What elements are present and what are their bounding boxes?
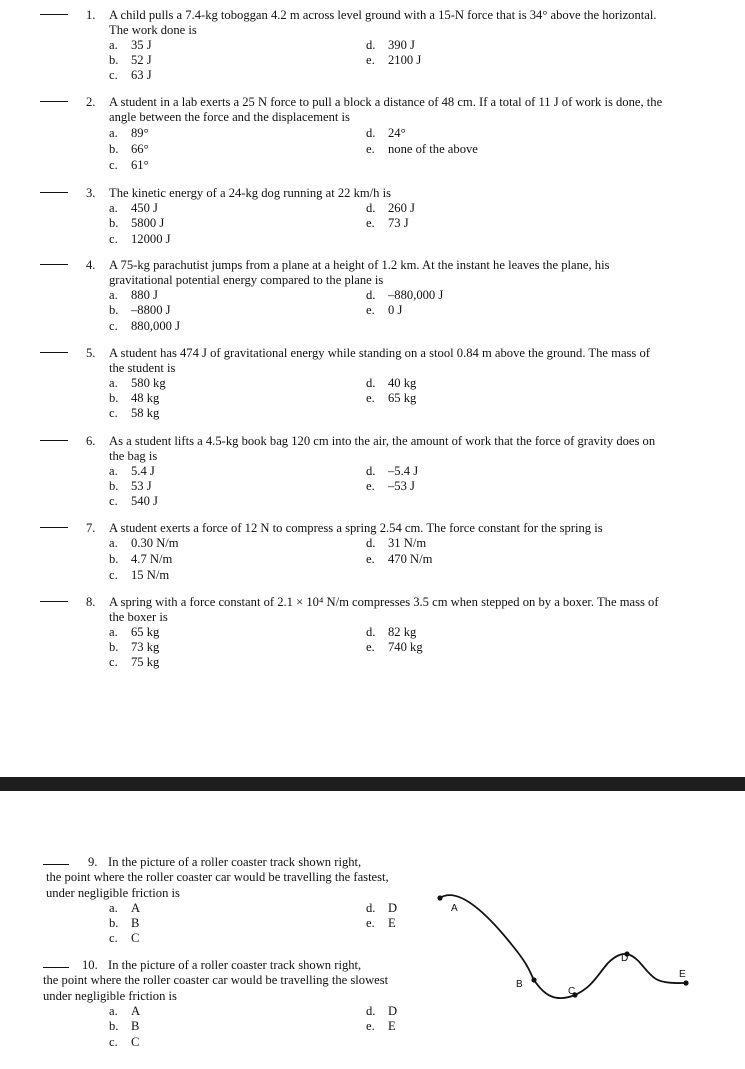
option-b[interactable]: b. 4.7 N/m — [109, 552, 173, 566]
option-b[interactable]: b. B — [109, 916, 140, 930]
option-a[interactable]: a. 0.30 N/m — [109, 536, 179, 550]
option-e[interactable]: e. 740 kg — [366, 640, 423, 654]
option-c[interactable]: c. 12000 J — [109, 232, 171, 246]
page-divider — [0, 777, 745, 791]
question-stem: A student exerts a force of 12 N to compress a spring 2.54 cm. The force constant for the spring is — [109, 521, 603, 535]
option-e[interactable]: e. 0 J — [366, 303, 403, 317]
question-stem-line-2: the point where the roller coaster car would be travelling the slowest — [43, 973, 389, 987]
option-d[interactable]: d. D — [366, 901, 398, 915]
track-label-c: C — [568, 986, 576, 997]
question-number: 4. — [86, 258, 96, 272]
option-c[interactable]: c. C — [109, 931, 140, 945]
option-a[interactable]: a. 880 J — [109, 288, 158, 302]
option-d[interactable]: d. –5.4 J — [366, 464, 419, 478]
option-c[interactable]: c. 880,000 J — [109, 319, 180, 333]
option-d[interactable]: d. 31 N/m — [366, 536, 427, 550]
question-stem: A spring with a force constant of 2.1 × 10⁴ N/m compresses 3.5 cm when stepped on by a boxer. The mass of the boxer is — [109, 595, 659, 624]
option-d[interactable]: d. 40 kg — [366, 376, 417, 390]
question-stem-line-3: under negligible friction is — [43, 989, 177, 1003]
option-e[interactable]: e. E — [366, 1019, 396, 1033]
question-stem: A child pulls a 7.4-kg toboggan 4.2 m across level ground with a 15-N force that is 34° above the horizontal. The work done is — [109, 8, 657, 37]
option-a[interactable]: a. 5.4 J — [109, 464, 155, 478]
option-e[interactable]: e. none of the above — [366, 142, 478, 156]
question-stem: The kinetic energy of a 24-kg dog running at 22 km/h is — [109, 186, 392, 200]
option-d[interactable]: d. D — [366, 1004, 398, 1018]
option-c[interactable]: c. 540 J — [109, 494, 158, 508]
option-b[interactable]: b. 73 kg — [109, 640, 160, 654]
option-e[interactable]: e. 2100 J — [366, 53, 422, 67]
option-a[interactable]: a. 89° — [109, 126, 149, 140]
option-d[interactable]: d. 260 J — [366, 201, 415, 215]
option-b[interactable]: b. 5800 J — [109, 216, 165, 230]
question-number: 9. — [88, 855, 98, 869]
option-a[interactable]: a. 450 J — [109, 201, 158, 215]
track-curve — [440, 895, 686, 998]
question-number: 6. — [86, 434, 96, 448]
option-c[interactable]: c. C — [109, 1035, 140, 1049]
question-stem: As a student lifts a 4.5-kg book bag 120 cm into the air, the amount of work that the force of gravity does on the bag is — [109, 434, 656, 463]
answer-blank[interactable] — [40, 101, 68, 102]
option-c[interactable]: c. 61° — [109, 158, 149, 172]
option-a[interactable]: a. A — [109, 901, 141, 915]
answer-blank[interactable] — [43, 967, 69, 968]
option-c[interactable]: c. 58 kg — [109, 406, 160, 420]
question-number: 8. — [86, 595, 96, 609]
option-b[interactable]: b. 48 kg — [109, 391, 160, 405]
question-stem: A 75-kg parachutist jumps from a plane at a height of 1.2 km. At the instant he leaves the plane, his gravitational potential energy compared to the plane is — [109, 258, 610, 287]
question-stem: A student in a lab exerts a 25 N force to pull a block a distance of 48 cm. If a total of 11 J of work is done, the angle between the force and the displacement is — [109, 95, 663, 124]
roller-coaster-track-diagram — [430, 885, 740, 1015]
track-label-e: E — [679, 969, 686, 980]
question-number: 7. — [86, 521, 96, 535]
option-b[interactable]: b. 53 J — [109, 479, 152, 493]
option-d[interactable]: d. 24° — [366, 126, 406, 140]
option-b[interactable]: b. 66° — [109, 142, 149, 156]
option-d[interactable]: d. 82 kg — [366, 625, 417, 639]
question-stem-line-1: In the picture of a roller coaster track shown right, — [108, 855, 362, 869]
option-e[interactable]: e. –53 J — [366, 479, 415, 493]
option-a[interactable]: a. 65 kg — [109, 625, 160, 639]
track-label-a: A — [451, 903, 458, 914]
option-a[interactable]: a. 35 J — [109, 38, 152, 52]
answer-blank[interactable] — [40, 601, 68, 602]
answer-blank[interactable] — [40, 527, 68, 528]
question-stem-line-2: the point where the roller coaster car would be travelling the fastest, — [46, 870, 389, 884]
option-b[interactable]: b. B — [109, 1019, 140, 1033]
option-d[interactable]: d. –880,000 J — [366, 288, 444, 302]
option-b[interactable]: b. –8800 J — [109, 303, 171, 317]
track-label-b: B — [516, 979, 523, 990]
track-point-e — [683, 980, 688, 985]
question-number: 2. — [86, 95, 96, 109]
option-e[interactable]: e. 65 kg — [366, 391, 417, 405]
option-a[interactable]: a. A — [109, 1004, 141, 1018]
option-e[interactable]: e. 73 J — [366, 216, 409, 230]
option-c[interactable]: c. 15 N/m — [109, 568, 170, 582]
answer-blank[interactable] — [40, 192, 68, 193]
option-c[interactable]: c. 63 J — [109, 68, 152, 82]
question-number: 10. — [82, 958, 98, 972]
option-a[interactable]: a. 580 kg — [109, 376, 166, 390]
answer-blank[interactable] — [40, 352, 68, 353]
option-d[interactable]: d. 390 J — [366, 38, 415, 52]
question-number: 1. — [86, 8, 96, 22]
track-label-d: D — [621, 953, 629, 964]
answer-blank[interactable] — [43, 864, 69, 865]
option-c[interactable]: c. 75 kg — [109, 655, 160, 669]
question-stem-line-1: In the picture of a roller coaster track shown right, — [108, 958, 362, 972]
track-point-a — [437, 895, 442, 900]
option-b[interactable]: b. 52 J — [109, 53, 152, 67]
question-stem: A student has 474 J of gravitational energy while standing on a stool 0.84 m above the ground. The mass of the student is — [109, 346, 650, 375]
question-number: 3. — [86, 186, 96, 200]
option-e[interactable]: e. 470 N/m — [366, 552, 433, 566]
track-point-b — [531, 977, 536, 982]
option-e[interactable]: e. E — [366, 916, 396, 930]
answer-blank[interactable] — [40, 440, 68, 441]
answer-blank[interactable] — [40, 264, 68, 265]
question-stem-line-3: under negligible friction is — [46, 886, 180, 900]
answer-blank[interactable] — [40, 14, 68, 15]
question-number: 5. — [86, 346, 96, 360]
